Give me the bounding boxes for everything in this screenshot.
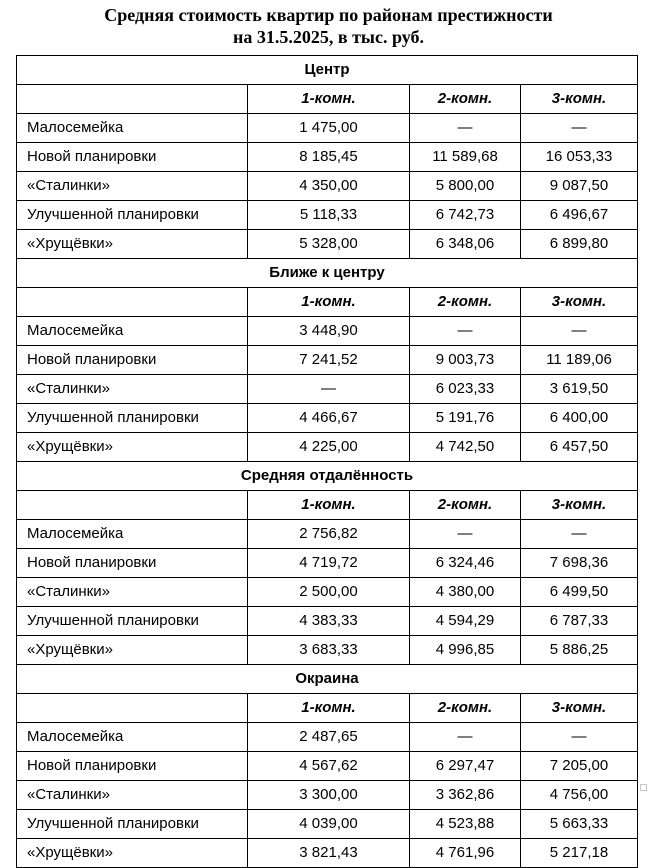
column-header: 1-комн. (248, 288, 410, 317)
column-header-row (17, 491, 638, 520)
price-cell-3-room: 16 053,33 (521, 143, 638, 172)
apartment-type-cell: Новой планировки (17, 143, 248, 172)
column-header: 1-комн. (248, 85, 410, 114)
price-cell-3-room: 6 457,50 (521, 433, 638, 462)
price-cell-1-room: 4 350,00 (248, 172, 410, 201)
price-cell-3-room: 6 496,67 (521, 201, 638, 230)
section-row (17, 56, 638, 85)
table-row (17, 578, 638, 607)
table-row (17, 143, 638, 172)
column-header-empty (17, 694, 248, 723)
price-cell-2-room: 11 589,68 (410, 143, 521, 172)
price-cell-3-room: 6 787,33 (521, 607, 638, 636)
price-cell-1-room: 4 383,33 (248, 607, 410, 636)
column-header-empty (17, 491, 248, 520)
apartment-type-cell: «Сталинки» (17, 172, 248, 201)
column-header: 3-комн. (521, 491, 638, 520)
price-cell-3-room: 5 886,25 (521, 636, 638, 665)
apartment-type-cell: «Сталинки» (17, 781, 248, 810)
price-cell-2-room: — (410, 114, 521, 143)
price-cell-2-room: 4 742,50 (410, 433, 521, 462)
apartment-type-cell: «Хрущёвки» (17, 433, 248, 462)
price-cell-3-room: 7 698,36 (521, 549, 638, 578)
price-cell-2-room: — (410, 723, 521, 752)
table-row (17, 636, 638, 665)
price-cell-2-room: 6 742,73 (410, 201, 521, 230)
title-line-1: Средняя стоимость квартир по районам престижности (104, 5, 553, 25)
price-cell-1-room: 7 241,52 (248, 346, 410, 375)
price-cell-1-room: 5 118,33 (248, 201, 410, 230)
title-line-2: на 31.5.2025, в тыс. руб. (232, 27, 424, 47)
column-header: 2-комн. (410, 85, 521, 114)
column-header-row (17, 85, 638, 114)
price-cell-1-room: 3 683,33 (248, 636, 410, 665)
price-cell-2-room: 6 023,33 (410, 375, 521, 404)
column-header: 3-комн. (521, 694, 638, 723)
apartment-type-cell: Новой планировки (17, 549, 248, 578)
apartment-type-cell: «Хрущёвки» (17, 636, 248, 665)
table-row (17, 752, 638, 781)
price-cell-1-room: 4 567,62 (248, 752, 410, 781)
table-row (17, 839, 638, 868)
table-body (17, 56, 638, 868)
apartment-type-cell: Малосемейка (17, 114, 248, 143)
price-cell-2-room: 3 362,86 (410, 781, 521, 810)
column-header-empty (17, 288, 248, 317)
apartment-type-cell: Улучшенной планировки (17, 810, 248, 839)
apartment-type-cell: Улучшенной планировки (17, 201, 248, 230)
table-row (17, 549, 638, 578)
column-header: 2-комн. (410, 288, 521, 317)
price-cell-3-room: — (521, 317, 638, 346)
table-row (17, 375, 638, 404)
price-cell-3-room: 11 189,06 (521, 346, 638, 375)
price-cell-3-room: 5 663,33 (521, 810, 638, 839)
column-header: 1-комн. (248, 491, 410, 520)
price-cell-2-room: 4 761,96 (410, 839, 521, 868)
price-cell-2-room: — (410, 520, 521, 549)
price-cell-1-room: 2 487,65 (248, 723, 410, 752)
column-header: 1-комн. (248, 694, 410, 723)
price-cell-3-room: — (521, 114, 638, 143)
price-cell-3-room: 9 087,50 (521, 172, 638, 201)
apartment-type-cell: «Хрущёвки» (17, 839, 248, 868)
section-heading: Средняя отдалённость (17, 462, 638, 491)
price-cell-3-room: 4 756,00 (521, 781, 638, 810)
price-cell-1-room: 2 500,00 (248, 578, 410, 607)
price-table (16, 55, 638, 868)
price-cell-3-room: 6 899,80 (521, 230, 638, 259)
apartment-type-cell: Малосемейка (17, 723, 248, 752)
price-cell-2-room: 5 800,00 (410, 172, 521, 201)
apartment-type-cell: Новой планировки (17, 346, 248, 375)
column-header: 3-комн. (521, 288, 638, 317)
price-cell-1-room: 3 821,43 (248, 839, 410, 868)
price-cell-3-room: 6 400,00 (521, 404, 638, 433)
apartment-type-cell: «Сталинки» (17, 375, 248, 404)
document-title (0, 4, 657, 48)
price-cell-2-room: 5 191,76 (410, 404, 521, 433)
price-cell-2-room: 4 523,88 (410, 810, 521, 839)
price-cell-2-room: 6 348,06 (410, 230, 521, 259)
table-row (17, 346, 638, 375)
table-row (17, 317, 638, 346)
price-cell-2-room: 4 380,00 (410, 578, 521, 607)
price-cell-1-room: 4 719,72 (248, 549, 410, 578)
section-heading: Центр (17, 56, 638, 85)
section-heading: Окраина (17, 665, 638, 694)
price-cell-1-room: — (248, 375, 410, 404)
apartment-type-cell: Улучшенной планировки (17, 607, 248, 636)
apartment-type-cell: «Хрущёвки» (17, 230, 248, 259)
table-row (17, 433, 638, 462)
price-cell-2-room: 6 297,47 (410, 752, 521, 781)
price-cell-1-room: 3 448,90 (248, 317, 410, 346)
apartment-type-cell: Малосемейка (17, 317, 248, 346)
price-cell-1-room: 5 328,00 (248, 230, 410, 259)
price-cell-3-room: 5 217,18 (521, 839, 638, 868)
price-cell-2-room: — (410, 317, 521, 346)
table-row (17, 520, 638, 549)
apartment-type-cell: Малосемейка (17, 520, 248, 549)
table-row (17, 723, 638, 752)
section-row (17, 462, 638, 491)
price-cell-2-room: 6 324,46 (410, 549, 521, 578)
price-cell-1-room: 3 300,00 (248, 781, 410, 810)
table-row (17, 114, 638, 143)
apartment-type-cell: «Сталинки» (17, 578, 248, 607)
price-cell-3-room: — (521, 723, 638, 752)
price-cell-2-room: 4 996,85 (410, 636, 521, 665)
table-row (17, 201, 638, 230)
price-cell-1-room: 8 185,45 (248, 143, 410, 172)
price-cell-1-room: 1 475,00 (248, 114, 410, 143)
corner-mark (640, 784, 647, 791)
section-row (17, 665, 638, 694)
section-heading: Ближе к центру (17, 259, 638, 288)
column-header-row (17, 694, 638, 723)
table-row (17, 607, 638, 636)
table-row (17, 172, 638, 201)
price-cell-1-room: 4 466,67 (248, 404, 410, 433)
column-header: 2-комн. (410, 694, 521, 723)
apartment-type-cell: Улучшенной планировки (17, 404, 248, 433)
price-cell-3-room: 6 499,50 (521, 578, 638, 607)
table-row (17, 404, 638, 433)
column-header-empty (17, 85, 248, 114)
price-cell-1-room: 4 039,00 (248, 810, 410, 839)
column-header-row (17, 288, 638, 317)
price-cell-3-room: — (521, 520, 638, 549)
column-header: 3-комн. (521, 85, 638, 114)
price-cell-3-room: 3 619,50 (521, 375, 638, 404)
column-header: 2-комн. (410, 491, 521, 520)
price-cell-1-room: 2 756,82 (248, 520, 410, 549)
price-cell-2-room: 4 594,29 (410, 607, 521, 636)
price-cell-2-room: 9 003,73 (410, 346, 521, 375)
apartment-type-cell: Новой планировки (17, 752, 248, 781)
price-cell-1-room: 4 225,00 (248, 433, 410, 462)
table-row (17, 230, 638, 259)
price-cell-3-room: 7 205,00 (521, 752, 638, 781)
table-row (17, 781, 638, 810)
table-row (17, 810, 638, 839)
section-row (17, 259, 638, 288)
